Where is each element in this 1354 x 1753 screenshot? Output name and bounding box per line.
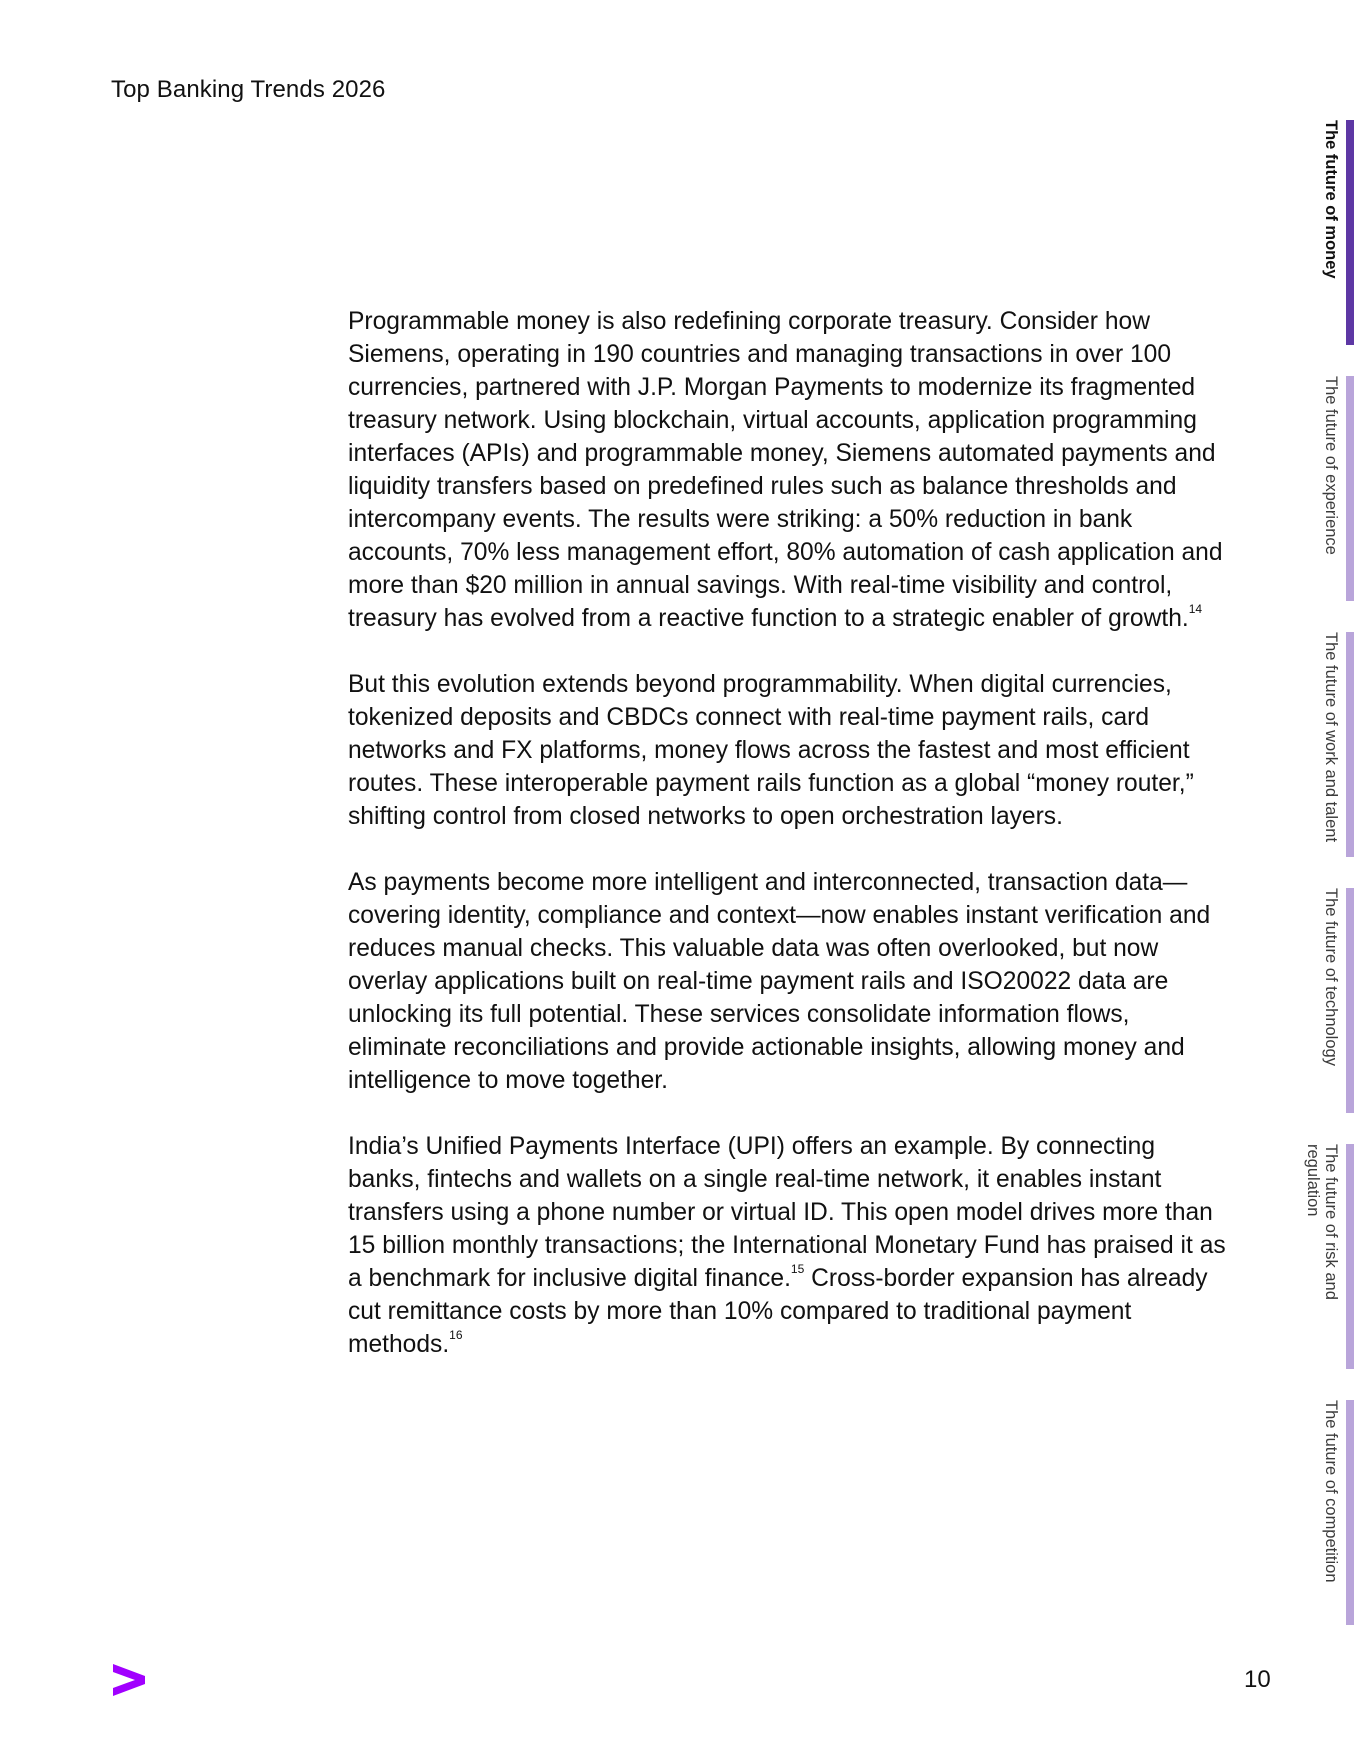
nav-indicator-bar	[1346, 1144, 1354, 1369]
paragraph-siemens	[348, 305, 1228, 635]
paragraph-text: Cross-border expansion has already cut remittance costs by more than 10% compared to traditional payment methods.	[348, 1265, 1208, 1358]
nav-item-label: The future of risk and regulation	[1304, 1144, 1340, 1300]
body-text	[348, 305, 1228, 1394]
nav-item-competition[interactable]	[1254, 1400, 1354, 1625]
nav-indicator-bar	[1346, 1400, 1354, 1625]
paragraph-text: As payments become more intelligent and interconnected, transaction data—covering identity, compliance and context—now enables instant verification and reduces manual checks. This valuable data was often overlooked, but now overlay applications built on real-time payment rails and ISO20022 data are unlocking its full potential. These services consolidate information flows, eliminate reconciliations and provide actionable insights, allowing money and intelligence to move together.	[348, 869, 1211, 1094]
nav-item-label: The future of money	[1322, 120, 1340, 279]
footnote-ref[interactable]: 14	[1188, 601, 1203, 616]
nav-indicator-bar	[1346, 632, 1354, 857]
nav-item-money[interactable]	[1254, 120, 1354, 345]
paragraph-transaction-data	[348, 866, 1228, 1097]
document-title: Top Banking Trends 2026	[111, 76, 386, 103]
footnote-ref[interactable]: 16	[449, 1327, 463, 1342]
page-number: 10	[1244, 1666, 1271, 1693]
nav-item-technology[interactable]	[1254, 888, 1354, 1113]
nav-item-experience[interactable]	[1254, 376, 1354, 601]
nav-item-label: The future of competition	[1322, 1400, 1340, 1583]
nav-item-label: The future of technology	[1322, 888, 1340, 1066]
accenture-chevron-icon	[111, 1662, 147, 1698]
paragraph-upi	[348, 1130, 1228, 1361]
nav-item-label: The future of experience	[1322, 376, 1340, 555]
paragraph-text: India’s Unified Payments Interface (UPI) offers an example. By connecting banks, fintechs and wallets on a single real-time network, it enables instant transfers using a phone number or virtual ID. This open model drives more than 15 billion monthly transactions; the International Monetary Fund has praised it as a benchmark for inclusive digital finance.	[348, 1133, 1226, 1292]
nav-item-risk-and-regulation[interactable]	[1254, 1144, 1354, 1369]
footnote-ref[interactable]: 15	[790, 1261, 805, 1276]
paragraph-text: But this evolution extends beyond programmability. When digital currencies, tokenized deposits and CBDCs connect with real-time payment rails, card networks and FX platforms, money flows across the fastest and most efficient routes. These interoperable payment rails function as a global “money router,” shifting control from closed networks to open orchestration layers.	[348, 671, 1194, 830]
paragraph-money-router	[348, 668, 1228, 833]
nav-item-label: The future of work and talent	[1322, 632, 1340, 843]
nav-indicator-bar	[1346, 376, 1354, 601]
nav-item-work-and-talent[interactable]	[1254, 632, 1354, 857]
nav-indicator-bar	[1346, 888, 1354, 1113]
paragraph-text: Programmable money is also redefining corporate treasury. Consider how Siemens, operating in 190 countries and managing transactions in over 100 currencies, partnered with J.P. Morgan Payments to modernize its fragmented treasury network. Using blockchain, virtual accounts, application programming interfaces (APIs) and programmable money, Siemens automated payments and liquidity transfers based on predefined rules such as balance thresholds and intercompany events. The results were striking: a 50% reduction in bank accounts, 70% less management effort, 80% automation of cash application and more than $20 million in annual savings. With real-time visibility and control, treasury has evolved from a reactive function to a strategic enabler of growth.	[348, 308, 1223, 632]
nav-indicator-bar	[1346, 120, 1354, 345]
